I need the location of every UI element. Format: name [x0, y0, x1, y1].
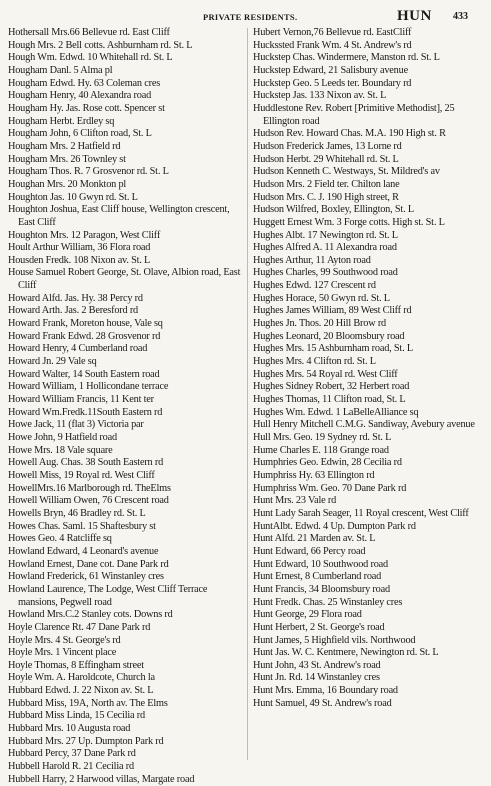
directory-entry: Hudson Herbt. 29 Whitehall rd. St. L — [253, 153, 399, 165]
directory-entry: Hothersall Mrs.66 Bellevue rd. East Cliff — [8, 27, 170, 38]
directory-entry: Hudson Rev. Howard Chas. M.A. 190 High st. R — [253, 128, 446, 140]
directory-entry: Howes Chas. Saml. 15 Shaftesbury st — [8, 520, 156, 532]
directory-entry: Hughes Jn. Thos. 20 Hill Brow rd — [253, 318, 386, 330]
directory-entry: Howard Walter, 14 South Eastern road — [8, 368, 160, 380]
directory-entry: Howell Miss, 19 Royal rd. West Cliff — [8, 469, 155, 481]
directory-entry: Hughes Horace, 50 Gwyn rd. St. L — [253, 292, 390, 304]
directory-entry: Hull Henry Mitchell C.M.G. Sandiway, Avebury avenue — [253, 419, 475, 431]
directory-entry: Hughes Wm. Edwd. 1 LaBelleAlliance sq — [253, 406, 419, 418]
directory-entry: Hunt George, 29 Flora road — [253, 609, 362, 621]
directory-entry: Hughes Mrs. 4 Clifton rd. St. L — [253, 356, 376, 368]
directory-entry: Hughes Thomas, 11 Clifton road, St. L — [253, 394, 406, 406]
left-column — [8, 27, 244, 786]
directory-entry: Hubbard Percy, 37 Dane Park rd — [8, 748, 136, 760]
directory-entry: Hunt Mrs. Emma, 16 Boundary road — [253, 685, 398, 697]
directory-entry: Hubbell Harold R. 21 Cecilia rd — [8, 761, 134, 773]
directory-entry: Howland Ernest, Dane cot. Dane Park rd — [8, 558, 169, 570]
directory-entry: Hoult Arthur William, 36 Flora road — [8, 242, 151, 254]
section-title: PRIVATE RESIDENTS. — [203, 12, 298, 22]
directory-entry: Hunt Samuel, 49 St. Andrew's road — [253, 697, 392, 709]
directory-entry: Hudson Mrs. 2 Field ter. Chilton lane — [253, 178, 400, 190]
directory-entry: Howard Arth. Jas. 2 Beresford rd — [8, 305, 139, 317]
directory-entry: Hubert Vernon,76 Bellevue rd. EastCliff — [253, 27, 412, 38]
directory-entry: Hougham Thos. R. 7 Grosvenor rd. St. L — [8, 166, 169, 178]
directory-entry: Howard William, 1 Hollicondane terrace — [8, 381, 169, 393]
directory-entry: Hough Wm. Edwd. 10 Whitehall rd. St. L — [8, 52, 173, 64]
directory-entry: Hougham Danl. 5 Alma pl — [8, 64, 113, 76]
directory-entry: Hughes Charles, 99 Southwood road — [253, 267, 398, 279]
column-divider — [247, 28, 248, 760]
directory-entry: Howe John, 9 Hatfield road — [8, 432, 117, 443]
directory-entry: Howland Edward, 4 Leonard's avenue — [8, 545, 159, 557]
directory-entry: Hougham Edwd. Hy. 63 Coleman cres — [8, 77, 161, 89]
directory-entry: HowellMrs.16 Marlborough rd. TheElms — [8, 482, 171, 494]
directory-entry: Hunt Ernest, 8 Cumberland road — [253, 571, 382, 583]
directory-entry: Hubbard Miss, 19A, North av. The Elms — [8, 697, 168, 709]
directory-entry: Hoyle Clarence Rt. 47 Dane Park rd — [8, 621, 151, 633]
directory-entry: Hudson Wilfred, Boxley, Ellington, St. L — [253, 204, 414, 216]
directory-entry: Houghan Mrs. 20 Monkton pl — [8, 178, 127, 190]
directory-entry: Hubbard Mrs. 27 Up. Dumpton Park rd — [8, 735, 164, 747]
directory-entry: Hunt Alfd. 21 Marden av. St. L — [253, 533, 376, 545]
directory-entry: Hughes Arthur, 11 Ayton road — [253, 254, 371, 266]
directory-entry: Hougham Herbt. Erdley sq — [8, 115, 115, 127]
directory-entry: HuntAlbt. Edwd. 4 Up. Dumpton Park rd — [253, 520, 416, 532]
directory-entry: Hughes Edwd. 127 Crescent rd — [253, 280, 376, 292]
directory-entry: Howard Wm.Fredk.11South Eastern rd — [8, 406, 163, 418]
directory-entry: Hougham Mrs. 26 Townley st — [8, 153, 126, 165]
directory-entry: Hunt Jn. Rd. 14 Winstanley cres — [253, 672, 380, 684]
directory-entry: Hughes Mrs. 54 Royal rd. West Cliff — [253, 368, 398, 380]
directory-entry: Houghton Jas. 10 Gwyn rd. St. L — [8, 191, 138, 203]
directory-entry: Howland Mrs.C.2 Stanley cots. Downs rd — [8, 609, 173, 621]
right-column — [253, 27, 489, 710]
directory-entry: Hughes Alfred A. 11 Alexandra road — [253, 242, 397, 254]
directory-entry: Hughes Albt. 17 Newington rd. St. L — [253, 229, 398, 241]
directory-entry: Hougham Mrs. 2 Hatfield rd — [8, 140, 121, 152]
directory-entry: Huckstep Edward, 21 Salisbury avenue — [253, 64, 408, 76]
directory-entry: Humphriss Hy. 63 Ellington rd — [253, 469, 375, 481]
directory-entry: Howells Bryn, 46 Bradley rd. St. L — [8, 507, 146, 519]
directory-entry: Hougham Hy. Jas. Rose cott. Spencer st — [8, 102, 165, 114]
directory-entry: Hough Mrs. 2 Bell cotts. Ashburnham rd. St. L — [8, 39, 193, 51]
directory-entry: Hull Mrs. Geo. 19 Sydney rd. St. L — [253, 432, 392, 443]
directory-entry: Hughes Leonard, 20 Bloomsbury road — [253, 330, 405, 342]
directory-entry: Humphries Geo. Edwin, 28 Cecilia rd — [253, 457, 402, 469]
directory-entry: Hughes Sidney Robert, 32 Herbert road — [253, 381, 410, 393]
directory-entry: Humphriss Wm. Geo. 70 Dane Park rd — [253, 482, 407, 494]
directory-entry: Hunt Edward, 10 Southwood road — [253, 558, 388, 570]
directory-entry: Hunt Mrs. 23 Vale rd — [253, 495, 337, 507]
directory-entry: House Samuel Robert George, St. Olave, Albion road, East Cliff — [8, 267, 241, 292]
page-number: 433 — [453, 11, 468, 22]
directory-entry: Hubbard Edwd. J. 22 Nixon av. St. L — [8, 685, 154, 697]
directory-entry: Hunt Jas. W. C. Kentmere, Newington rd. St. L — [253, 647, 439, 659]
directory-entry: Hunt John, 43 St. Andrew's road — [253, 659, 381, 671]
directory-entry: Huckstep Chas. Windermere, Manston rd. St. L — [253, 52, 440, 64]
directory-entry: Howard Frank, Moreton house, Vale sq — [8, 318, 163, 330]
directory-entry: Huckstep Geo. 5 Leeds ter. Boundary rd — [253, 77, 412, 89]
directory-entry: Huckstep Jas. 133 Nixon av. St. L — [253, 90, 387, 102]
directory-entry: Huggett Ernest Wm. 3 Forge cotts. High st. St. L — [253, 216, 445, 228]
directory-entry: Howe Mrs. 18 Vale square — [8, 444, 113, 456]
directory-entry: Howard Henry, 4 Cumberland road — [8, 343, 148, 355]
directory-entry: Hughes Mrs. 15 Ashburnham road, St. L — [253, 343, 413, 355]
directory-entry: Hunt Herbert, 2 St. George's road — [253, 621, 385, 633]
directory-entry: Howell Aug. Chas. 38 South Eastern rd — [8, 457, 164, 469]
directory-entry: Howard William Francis, 11 Kent ter — [8, 394, 154, 406]
directory-entry: Hunt Fredk. Chas. 25 Winstanley cres — [253, 596, 403, 608]
directory-entry: Houghton Mrs. 12 Paragon, West Cliff — [8, 229, 161, 241]
directory-entry: Hubbell Harry, 2 Harwood villas, Margate road — [8, 773, 195, 785]
directory-entry: Hunt Edward, 66 Percy road — [253, 545, 366, 557]
directory-entry: Hoyle Mrs. 1 Vincent place — [8, 647, 117, 659]
directory-entry: Houghton Joshua, East Cliff house, Wellington crescent, East Cliff — [8, 204, 230, 228]
directory-entry: Hunt Francis, 34 Bloomsbury road — [253, 583, 390, 595]
running-head: HUN — [397, 8, 432, 24]
directory-entry: Housden Fredk. 108 Nixon av. St. L — [8, 254, 151, 266]
directory-entry: Howell William Owen, 76 Crescent road — [8, 495, 169, 507]
directory-entry: Hudson Kenneth C. Westways, St. Mildred's av — [253, 166, 440, 178]
directory-entry: Hougham John, 6 Clifton road, St. L — [8, 128, 152, 140]
directory-entry: Hougham Henry, 40 Alexandra road — [8, 90, 152, 102]
directory-entry: Howland Frederick, 61 Winstanley cres — [8, 571, 164, 583]
directory-entry: Hubbard Mrs. 10 Augusta road — [8, 723, 131, 735]
directory-entry: Huckssted Frank Wm. 4 St. Andrew's rd — [253, 39, 412, 51]
directory-entry: Hudson Frederick James, 13 Lorne rd — [253, 140, 402, 152]
directory-entry: Hubbard Miss Linda, 15 Cecilia rd — [8, 710, 145, 722]
directory-entry: Howard Jn. 29 Vale sq — [8, 356, 97, 368]
directory-entry: Hunt Lady Sarah Seager, 11 Royal crescent, West Cliff — [253, 507, 469, 519]
directory-entry: Hoyle Mrs. 4 St. George's rd — [8, 634, 121, 646]
directory-entry: Howes Geo. 4 Ratcliffe sq — [8, 533, 112, 545]
directory-entry: Hoyle Thomas, 8 Effingham street — [8, 659, 144, 671]
directory-entry: Howland Laurence, The Lodge, West Cliff Terrace mansions, Pegwell road — [8, 583, 208, 608]
directory-entry: Huddlestone Rev. Robert [Primitive Methodist], 25 Ellington road — [253, 102, 455, 127]
directory-entry: Hume Charles E. 118 Grange road — [253, 444, 389, 456]
directory-entry: Hunt James, 5 Highfield vils. Northwood — [253, 634, 416, 646]
directory-entry: Hoyle Wm. A. Haroldcote, Church la — [8, 672, 155, 684]
directory-entry: Howe Jack, 11 (flat 3) Victoria par — [8, 419, 144, 431]
directory-entry: Hughes James William, 89 West Cliff rd — [253, 305, 412, 317]
page-header — [0, 8, 491, 28]
directory-entry: Howard Frank Edwd. 28 Grosvenor rd — [8, 330, 161, 342]
directory-entry: Howard Alfd. Jas. Hy. 38 Percy rd — [8, 292, 143, 304]
directory-entry: Hudson Mrs. C. J. 190 High street, R — [253, 191, 399, 203]
